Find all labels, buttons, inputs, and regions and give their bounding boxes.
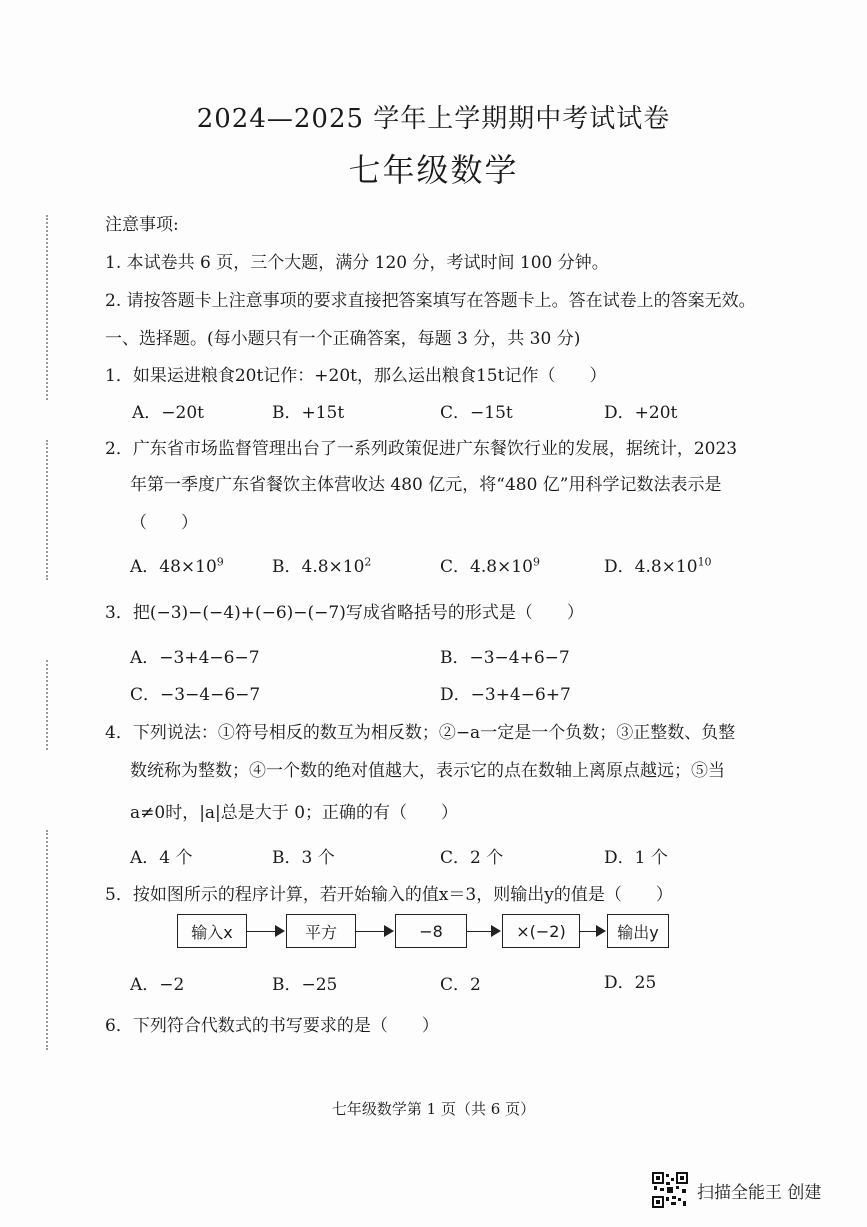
q1-option-a: A．−20t: [132, 403, 204, 423]
q3-option-a: A．−3+4−6−7: [130, 648, 260, 668]
binding-line: [46, 830, 49, 1050]
flow-box-square: 平方: [286, 914, 356, 948]
flow-arrow: [356, 931, 384, 932]
notes-item-2: 2. 请按答题卡上注意事项的要求直接把答案填写在答题卡上。答在试卷上的答案无效。: [105, 291, 756, 311]
binding-line: [46, 440, 49, 580]
q5-option-c: C．2: [440, 975, 481, 995]
q3-option-d: D．−3+4−6+7: [440, 685, 571, 705]
question-2-stem-line1: 2．广东省市场监督管理出台了一系列政策促进广东餐饮行业的发展，据统计，2023: [105, 439, 738, 459]
q1-option-c: C．−15t: [440, 403, 513, 423]
question-2-stem-line2: 年第一季度广东省餐饮主体营收达 480 亿元，将“480 亿”用科学记数法表示是: [130, 475, 722, 495]
page-footer: 七年级数学第 1 页（共 6 页）: [331, 1100, 536, 1118]
q4-option-a: A．4 个: [130, 848, 193, 868]
q2-option-a: A．$48\times 10^9$: [130, 555, 224, 577]
q5-option-a: A．−2: [130, 975, 185, 995]
q5-option-b: B．−25: [272, 975, 338, 995]
question-6-stem: 6．下列符合代数式的书写要求的是（ ）: [105, 1016, 439, 1036]
exam-subject: 七年级数学: [348, 151, 519, 189]
flow-arrow: [247, 931, 275, 932]
question-2-stem-line3: （ ）: [130, 513, 198, 533]
flow-box-minus8: −8: [395, 914, 467, 948]
q4-option-d: D．1 个: [604, 848, 668, 868]
arrow-icon: [384, 925, 394, 937]
question-1-stem: 1．如果运进粮食20t记作：+20t，那么运出粮食15t记作（ ）: [105, 366, 607, 386]
question-5-stem: 5．按如图所示的程序计算，若开始输入的值x＝3，则输出y的值是（ ）: [105, 885, 673, 905]
question-4-stem-line3: a≠0时，|a|总是大于 0；正确的有（ ）: [130, 803, 459, 823]
arrow-icon: [275, 925, 285, 937]
q3-option-b: B．−3−4+6−7: [440, 648, 570, 668]
flow-arrow: [580, 931, 596, 932]
q5-option-d: D．25: [604, 973, 657, 993]
flow-box-input: 输入x: [177, 914, 247, 948]
q4-option-b: B．3 个: [272, 848, 335, 868]
notes-item-1: 1. 本试卷共 6 页，三个大题，满分 120 分，考试时间 100 分钟。: [105, 253, 609, 273]
exam-title: 2024—2025 学年上学期期中考试试卷: [196, 104, 671, 134]
question-4-stem-line1: 4．下列说法：①符号相反的数互为相反数；②−a一定是一个负数；③正整数、负整: [105, 723, 736, 743]
arrow-icon: [491, 925, 501, 937]
flow-box-times-neg2: ×(−2): [502, 914, 580, 948]
notes-heading: 注意事项:: [105, 215, 179, 235]
q2-option-c: C．$4.8\times 10^9$: [440, 555, 540, 577]
qr-code-icon: [652, 1172, 688, 1208]
section-heading: 一、选择题。(每小题只有一个正确答案，每题 3 分，共 30 分): [105, 329, 581, 349]
q2-option-b: B．$4.8\times 10^2$: [272, 555, 372, 577]
q3-option-c: C．−3−4−6−7: [130, 685, 261, 705]
flow-arrow: [467, 931, 491, 932]
scanner-watermark: 扫描全能王 创建: [697, 1183, 822, 1203]
flow-box-output: 输出y: [607, 914, 669, 948]
question-3-stem: 3．把(−3)−(−4)+(−6)−(−7)写成省略括号的形式是（ ）: [105, 603, 584, 623]
q1-option-b: B．+15t: [272, 403, 345, 423]
question-4-stem-line2: 数统称为整数；④一个数的绝对值越大，表示它的点在数轴上离原点越远；⑤当: [130, 761, 725, 781]
q4-option-c: C．2 个: [440, 848, 504, 868]
binding-line: [46, 215, 49, 400]
q1-option-d: D．+20t: [604, 403, 678, 423]
arrow-icon: [596, 925, 606, 937]
binding-line: [46, 660, 49, 750]
q2-option-d: D．$4.8\times 10^{10}$: [604, 555, 712, 577]
